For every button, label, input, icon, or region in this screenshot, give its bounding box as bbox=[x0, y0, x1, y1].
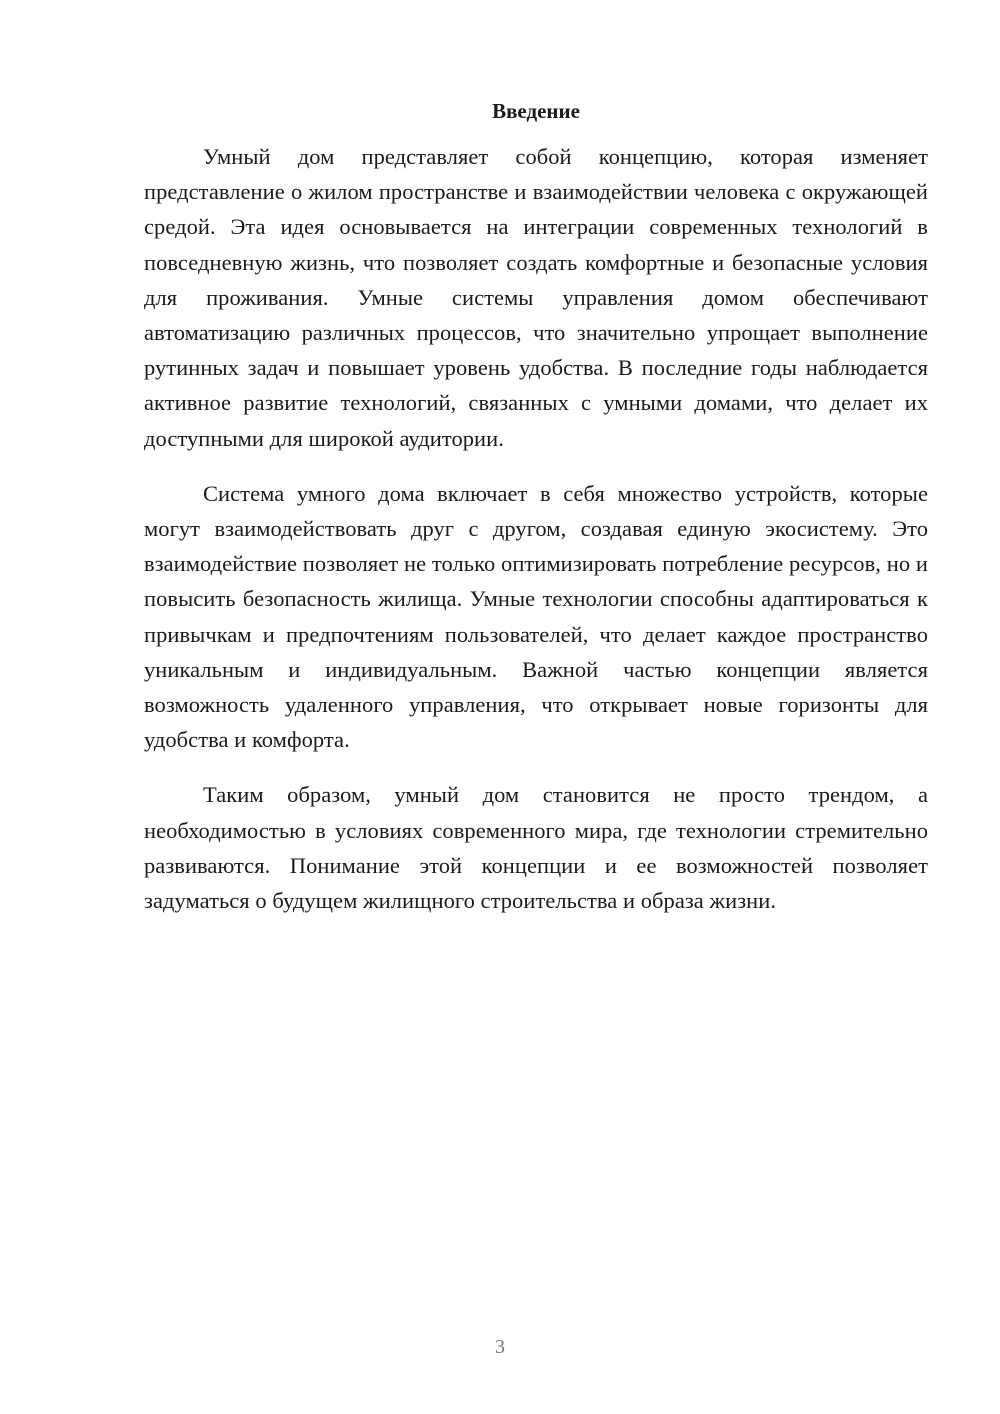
paragraph-3: Таким образом, умный дом становится не просто трендом, а необходимостью в условиях современного мира, где технологии стремительно развиваются. Понимание этой концепции и ее возможностей позволяет задуматься о будущем жилищного строительства и образа жизни. bbox=[144, 782, 928, 914]
page-number: 3 bbox=[495, 1336, 505, 1358]
paragraph-1: Умный дом представляет собой концепцию, которая изменяет представление о жилом пространстве и взаимодействии человека с окружающей средой. Эта идея основывается на интеграции современных технологий в повседневную жизнь, что позволяет создать комфортные и безопасные условия для проживания. Умные системы управления домом обеспечивают автоматизацию различных процессов, что значительно упрощает выполнение рутинных задач и повышает уровень удобства. В последние годы наблюдается активное развитие технологий, связанных с умными домами, что делает их доступными для широкой аудитории. bbox=[144, 144, 928, 451]
page-content bbox=[144, 96, 928, 938]
section-title: Введение bbox=[492, 99, 580, 123]
paragraph-2: Система умного дома включает в себя множество устройств, которые могут взаимодействовать друг с другом, создавая единую экосистему. Это взаимодействие позволяет не только оптимизировать потребление ресурсов, но и повысить безопасность жилища. Умные технологии способны адаптироваться к привычкам и предпочтениям пользователей, что делает каждое пространство уникальным и индивидуальным. Важной частью концепции является возможность удаленного управления, что открывает новые горизонты для удобства и комфорта. bbox=[144, 480, 928, 753]
